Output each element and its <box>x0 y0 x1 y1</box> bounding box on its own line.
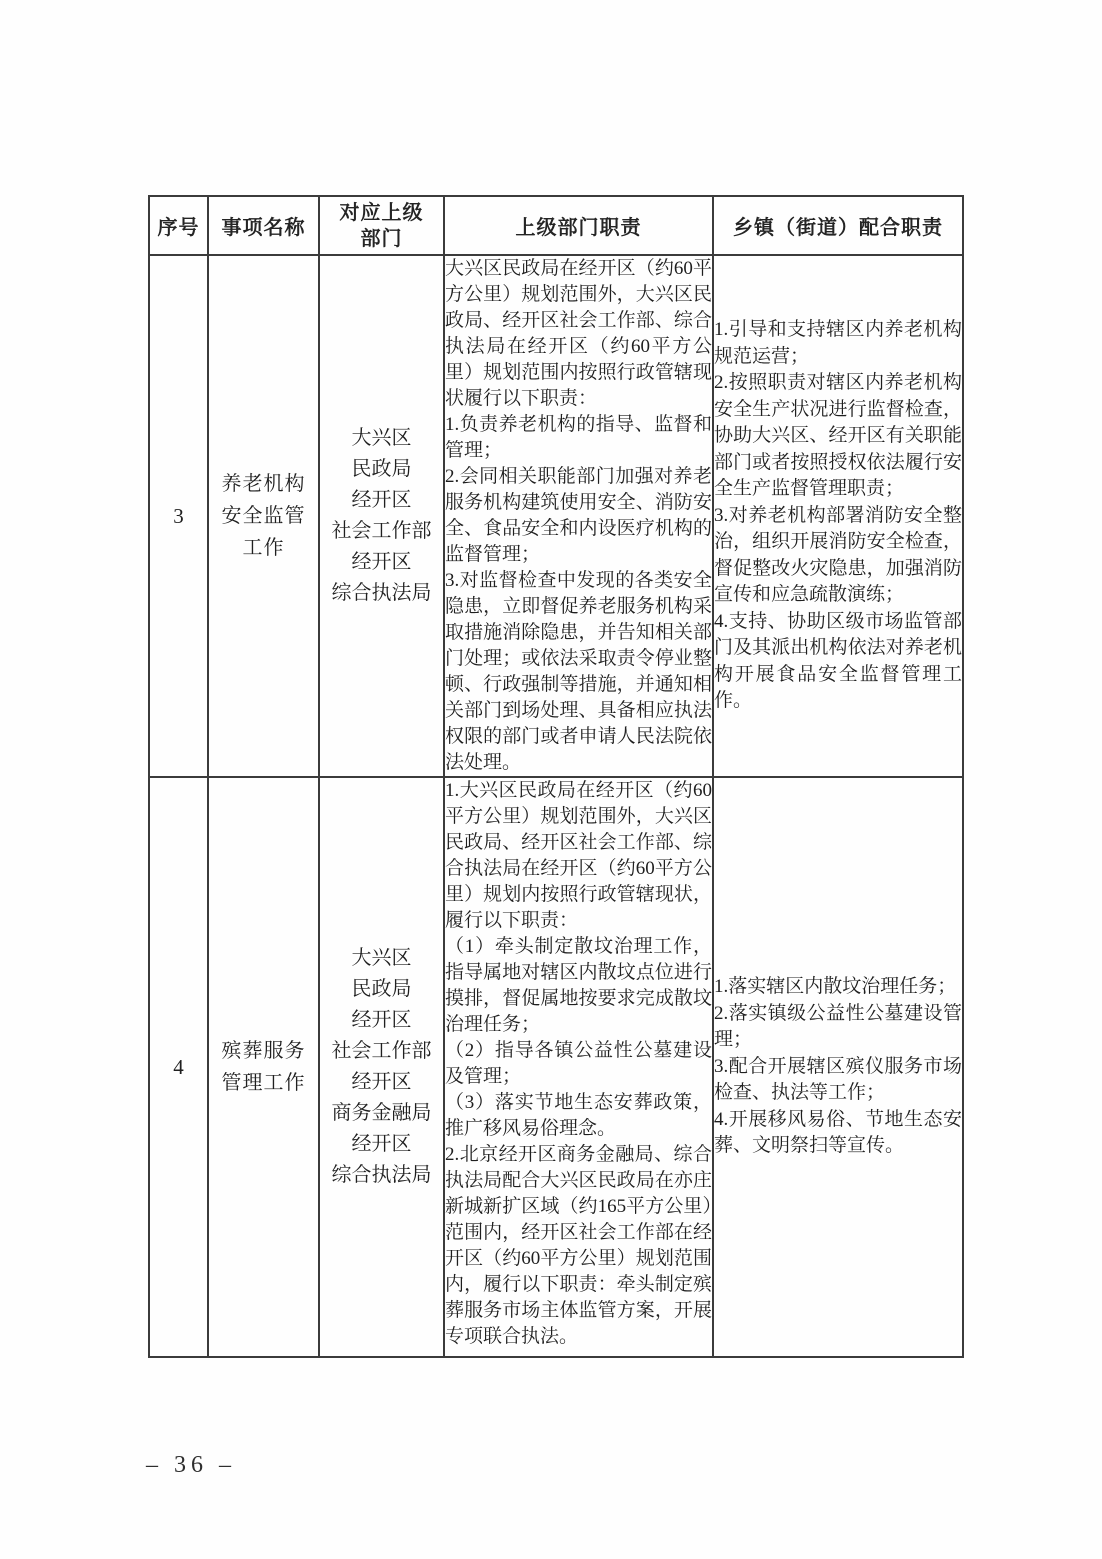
cooperation-paragraph: 3.配合开展辖区殡仪服务市场检查、执法等工作； <box>714 1055 962 1104</box>
cooperation-paragraph: 4.开展移风易俗、节地生态安葬、文明祭扫等宣传。 <box>714 1108 962 1157</box>
departments-cell <box>319 777 444 1357</box>
cooperation-paragraph: 4.支持、协助区级市场监管部门及其派出机构依法对养老机构开展食品安全监督管理工作。 <box>714 610 962 712</box>
duty-paragraph: 2.会同相关职能部门加强对养老服务机构建筑使用安全、消防安全、食品安全和内设医疗机构的监督管理； <box>445 466 712 565</box>
column-header-label: 乡镇（街道）配合职责 <box>733 217 943 239</box>
column-header-superior-department <box>319 196 444 255</box>
column-header-serial <box>149 196 208 255</box>
cooperation-paragraph: 2.落实镇级公益性公墓建设管理； <box>714 1002 962 1051</box>
serial-number-cell: 3 <box>149 255 208 777</box>
duty-paragraph: 1.负责养老机构的指导、监督和管理； <box>445 414 712 461</box>
cooperation-paragraph: 3.对养老机构部署消防安全整治，组织开展消防安全检查，督促整改火灾隐患，加强消防宣传和应急疏散演练； <box>714 504 962 606</box>
department-line: 民政局 <box>351 458 412 480</box>
cooperation-paragraph: 2.按照职责对辖区内养老机构安全生产状况进行监督检查，协助大兴区、经开区有关职能部门或者按照授权依法履行安全生产监督管理职责； <box>714 372 962 500</box>
department-line: 大兴区 <box>351 947 412 969</box>
department-line: 经开区 <box>351 551 412 573</box>
column-header-label: 序号 <box>157 217 200 239</box>
item-name-cell <box>208 255 319 777</box>
duty-paragraph: 1.大兴区民政局在经开区（约60平方公里）规划范围外，大兴区民政局、经开区社会工作部、综合执法局在经开区（约60平方公里）规划内按照行政管辖现状，履行以下职责： <box>445 780 712 931</box>
column-header-superior-duties <box>444 196 713 255</box>
duty-paragraph: （1）牵头制定散坟治理工作，指导属地对辖区内散坟点位进行摸排，督促属地按要求完成散坟治理任务； <box>445 936 712 1035</box>
header-row <box>149 196 963 255</box>
item-name: 殡葬服务管理工作 <box>221 1040 306 1094</box>
department-line: 大兴区 <box>351 427 412 449</box>
item-name: 养老机构安全监管工作 <box>221 473 306 559</box>
duty-paragraph: 2.北京经开区商务金融局、综合执法局配合大兴区民政局在亦庄新城新扩区域（约165平方公里）范围内，经开区社会工作部在经开区（约60平方公里）规划范围内，履行以下职责：牵头制定殡葬服务市场主体监管方案，开展专项联合执法。 <box>445 1144 712 1347</box>
department-line: 综合执法局 <box>331 582 432 604</box>
page-number: – 36 – <box>146 1452 236 1478</box>
department-line: 经开区 <box>351 1009 412 1031</box>
cooperation-paragraph: 1.引导和支持辖区内养老机构规范运营； <box>714 319 962 367</box>
duty-paragraph: 大兴区民政局在经开区（约60平方公里）规划范围外，大兴区民政局、经开区社会工作部、综合执法局在经开区（约60平方公里）规划范围内按照行政管辖现状履行以下职责： <box>445 258 712 409</box>
superior-duties-cell <box>444 777 713 1357</box>
duties-table <box>148 195 964 1358</box>
table-row <box>149 777 963 1357</box>
superior-duties-cell <box>444 255 713 777</box>
serial-number-cell: 4 <box>149 777 208 1357</box>
table-row <box>149 255 963 777</box>
department-line: 社会工作部 <box>331 1040 432 1062</box>
column-header-label: 上级部门职责 <box>515 217 642 239</box>
department-line: 商务金融局 <box>331 1102 432 1124</box>
department-line: 民政局 <box>351 978 412 1000</box>
departments-cell <box>319 255 444 777</box>
cooperation-paragraph: 1.落实辖区内散坟治理任务； <box>714 976 957 998</box>
department-line: 经开区 <box>351 489 412 511</box>
duty-paragraph: 3.对监督检查中发现的各类安全隐患，立即督促养老服务机构采取措施消除隐患，并告知相关部门处理；或依法采取责令停业整顿、行政强制等措施，并通知相关部门到场处理、具备相应执法权限的部门或者申请人民法院依法处理。 <box>445 570 712 773</box>
department-line: 经开区 <box>351 1071 412 1093</box>
duty-paragraph: （3）落实节地生态安葬政策，推广移风易俗理念。 <box>445 1092 712 1139</box>
department-line: 综合执法局 <box>331 1164 432 1186</box>
duty-paragraph: （2）指导各镇公益性公墓建设及管理； <box>445 1040 712 1087</box>
cooperation-duties-cell <box>713 777 963 1357</box>
cooperation-duties-cell <box>713 255 963 777</box>
column-header-township-cooperation <box>713 196 963 255</box>
department-line: 社会工作部 <box>331 520 432 542</box>
item-name-cell <box>208 777 319 1357</box>
column-header-label: 事项名称 <box>221 217 306 239</box>
department-line: 经开区 <box>351 1133 412 1155</box>
column-header-label: 对应上级部门 <box>339 201 424 250</box>
column-header-item-name <box>208 196 319 255</box>
